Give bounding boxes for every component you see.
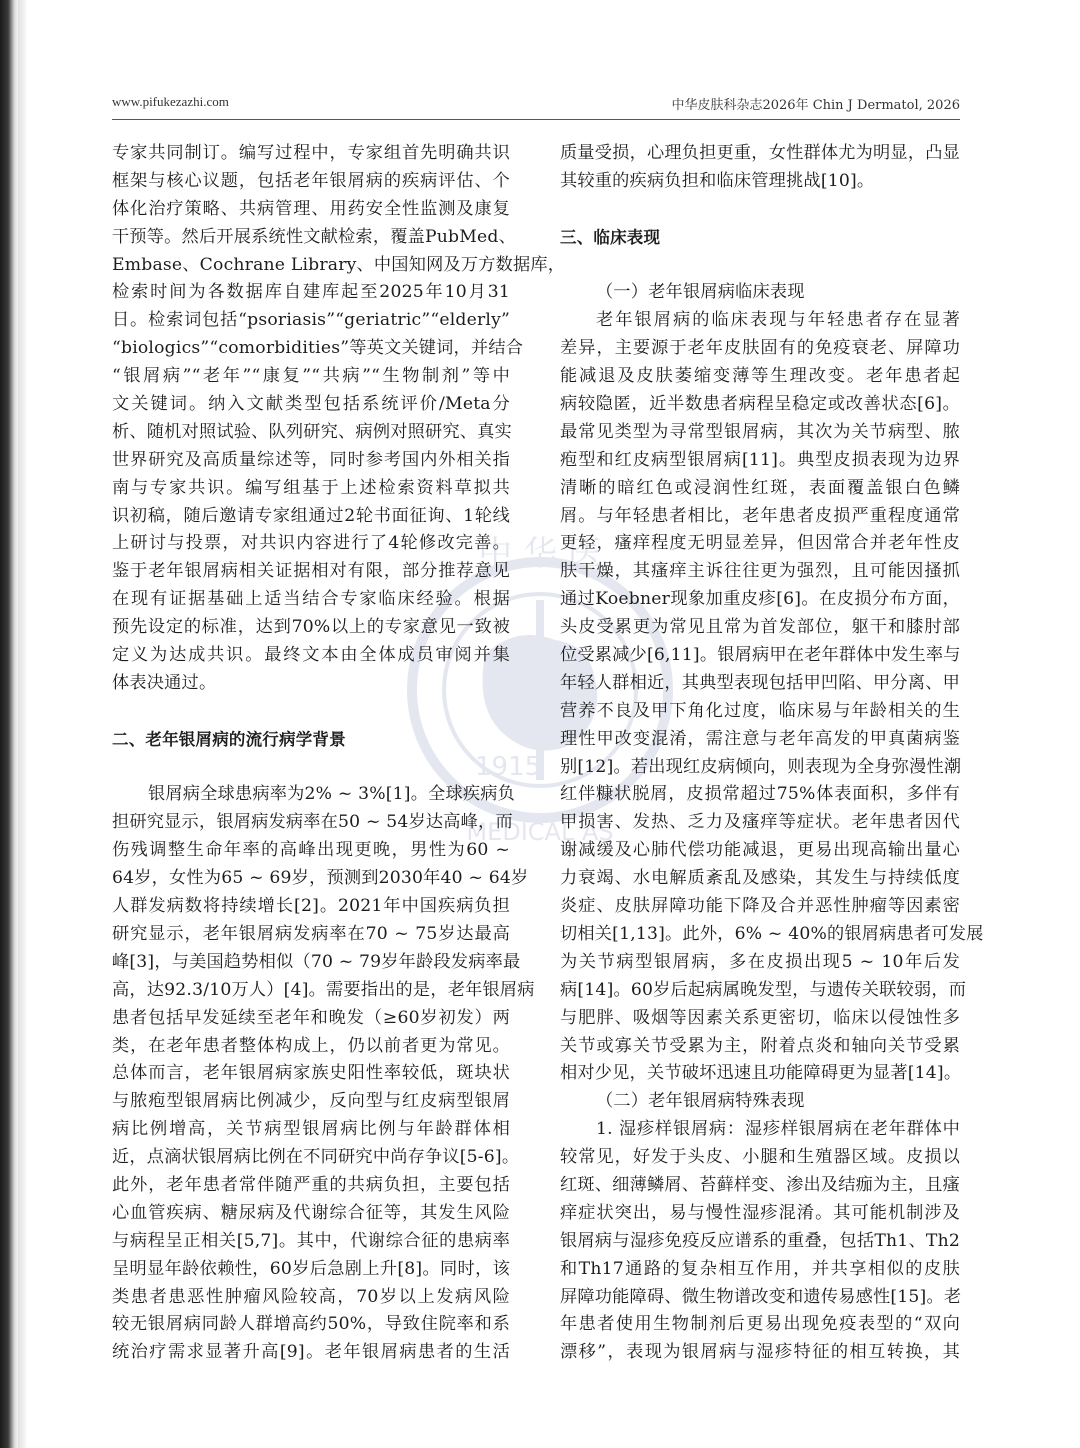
text-line: 较无银屑病同龄人群增高约50%，导致住院率和系 — [112, 1314, 510, 1335]
text-line: 理性甲改变混淆，需注意与老年高发的甲真菌病鉴 — [560, 728, 960, 749]
watermark-year: 1915 — [475, 752, 542, 782]
text-line: 清晰的暗红色或浸润性红斑，表面覆盖银白色鳞 — [560, 477, 960, 498]
text-line: 统治疗需求显著升高[9]。老年银屑病患者的生活 — [112, 1342, 510, 1363]
text-line: 切相关[1,13]。此外，6% ~ 40%的银屑病患者可发展 — [560, 923, 984, 944]
text-line: 日。检索词包括“psoriasis”“geriatric”“elderly” — [112, 310, 510, 331]
subheading-clinical-manifestations: （一）老年银屑病临床表现 — [596, 282, 805, 303]
text-line: 病较隐匿，近半数患者病程呈稳定或改善状态[6]。 — [560, 394, 960, 415]
watermark-top-text: 中 华 医 — [478, 534, 602, 574]
spacer — [560, 252, 960, 280]
text-line: 病比例增高，关节病型银屑病比例与年龄群体相 — [112, 1119, 510, 1140]
text-line: 屏障功能障碍、微生物谱改变和遗传易感性[15]。老 — [560, 1286, 962, 1307]
text-line: 64岁，女性为65 ~ 69岁，预测到2030年40 ~ 64岁 — [112, 868, 529, 889]
text-line: 专家共同制订。编写过程中，专家组首先明确共识 — [112, 143, 510, 163]
text-line: “biologics”“comorbidities”等英文关键词，并结合 — [112, 338, 524, 359]
text-line: 峰[3]，与美国趋势相似（70 ~ 79岁年龄段发病率最 — [112, 951, 521, 972]
spacer — [112, 698, 510, 726]
text-line: 其较重的疾病负担和临床管理挑战[10]。 — [560, 170, 875, 191]
section-heading-clinical: 三、临床表现 — [560, 227, 661, 247]
right-paragraph-2 — [560, 1116, 960, 1367]
text-line: 头皮受累更为常见且常为首发部位，躯干和膝肘部 — [560, 617, 960, 638]
text-line: 1. 湿疹样银屑病：湿疹样银屑病在老年群体中 — [596, 1119, 960, 1140]
text-line: 与脓疱型银屑病比例减少，反向型与红皮病型银屑 — [112, 1091, 510, 1112]
text-line: 相对少见，关节破坏迅速且功能障碍更为显著[14]。 — [560, 1063, 962, 1084]
text-line: 红伴糠状脱屑，皮损常超过75%体表面积，多伴有 — [560, 784, 960, 805]
text-line: 年患者使用生物制剂后更易出现免疫表型的“双向 — [560, 1314, 960, 1335]
text-line: 肤干燥，其瘙痒主诉往往更为强烈，且可能因搔抓 — [560, 561, 960, 582]
text-line: 近，点滴状银屑病比例在不同研究中尚存争议[5-6]。 — [112, 1147, 520, 1168]
text-line: 红斑、细薄鳞屑、苔藓样变、渗出及结痂为主，且瘙 — [560, 1174, 960, 1195]
text-line: 检索时间为各数据库自建库起至2025年10月31 — [112, 282, 510, 303]
text-line: 银屑病与湿疹免疫反应谱系的重叠，包括Th1、Th2 — [560, 1230, 960, 1251]
text-line: 在现有证据基础上适当结合专家临床经验。根据 — [112, 589, 510, 610]
header-rule — [112, 119, 960, 120]
text-line: 世界研究及高质量综述等，同时参考国内外相关指 — [112, 449, 510, 470]
text-line: 预先设定的标准，达到70%以上的专家意见一致被 — [112, 617, 510, 638]
text-line: 定义为达成共识。最终文本由全体成员审阅并集 — [112, 645, 510, 666]
text-line: 高，达92.3/10万人）[4]。需要指出的是，老年银屑病 — [112, 979, 535, 1000]
text-line: 力衰竭、水电解质紊乱及感染，其发生与持续低度 — [560, 868, 960, 889]
text-line: “银屑病”“老年”“康复”“共病”“生物制剂”等中 — [112, 366, 510, 387]
text-line: 年轻人群相近，其典型表现包括甲凹陷、甲分离、甲 — [560, 672, 960, 693]
text-line: 南与专家共识。编写组基于上述检索资料草拟共 — [112, 477, 510, 498]
spacer — [560, 196, 960, 224]
right-column — [560, 140, 984, 1367]
text-line: 干预等。然后开展系统性文献检索，覆盖PubMed、 — [112, 226, 516, 247]
text-line: 此外，老年患者常伴随严重的共病负担，主要包括 — [112, 1174, 510, 1195]
text-line: 能减退及皮肤萎缩变薄等生理改变。老年患者起 — [560, 366, 960, 387]
text-line: 较常见，好发于头皮、小腿和生殖器区域。皮损以 — [560, 1147, 960, 1168]
text-line: 银屑病全球患病率为2% ~ 3%[1]。全球疾病负 — [148, 784, 516, 805]
text-line: 通过Koebner现象加重皮疹[6]。在皮损分布方面， — [560, 589, 960, 610]
text-line: 甲损害、发热、乏力及瘙痒等症状。老年患者因代 — [560, 812, 960, 833]
text-line: 漂移”，表现为银屑病与湿疹特征的相互转换，其 — [560, 1342, 960, 1363]
text-line: 类，在老年患者整体构成上，仍以前者更为常见。 — [112, 1035, 510, 1056]
text-line: 人群发病数将持续增长[2]。2021年中国疾病负担 — [112, 896, 510, 917]
text-line: 研究显示，老年银屑病发病率在70 ~ 75岁达最高 — [112, 923, 510, 944]
text-line: 和Th17通路的复杂相互作用，并共享相似的皮肤 — [560, 1258, 960, 1279]
right-paragraph-1 — [560, 307, 984, 1088]
text-line: 上研讨与投票，对共识内容进行了4轮修改完善。 — [112, 533, 510, 554]
text-line: 质量受损，心理负担更重，女性群体尤为明显，凸显 — [560, 143, 960, 163]
text-line: 别[12]。若出现红皮病倾向，则表现为全身弥漫性潮 — [560, 756, 962, 777]
text-line: 位受累减少[6,11]。银屑病甲在老年群体中发生率与 — [560, 645, 961, 666]
text-line: 为关节病型银屑病，多在皮损出现5 ~ 10年后发 — [560, 951, 960, 972]
text-line: 呈明显年龄依赖性，60岁后急剧上升[8]。同时，该 — [112, 1258, 510, 1279]
device-bezel — [0, 0, 18, 1448]
journal-url: www.pifukezazhi.com — [112, 94, 229, 109]
journal-title: 中华皮肤科杂志2026年 Chin J Dermatol, 2026 — [671, 98, 960, 113]
text-line: 屑。与年轻患者相比，老年患者皮损严重程度通常 — [560, 505, 960, 526]
text-line: 担研究显示，银屑病发病率在50 ~ 54岁达高峰，而 — [112, 812, 513, 833]
page-edge-shadow — [18, 0, 28, 1448]
left-paragraph-2 — [112, 781, 535, 1367]
text-line: 体化治疗策略、共病管理、用药安全性监测及康复 — [112, 198, 510, 219]
text-line: 鉴于老年银屑病相关证据相对有限，部分推荐意见 — [112, 561, 510, 582]
section-heading-epidemiology: 二、老年银屑病的流行病学背景 — [112, 729, 346, 749]
text-line: 伤残调整生命年率的高峰出现更晚，男性为60 ~ — [112, 840, 510, 861]
text-line: 析、随机对照试验、队列研究、病例对照研究、真实 — [112, 421, 512, 442]
subheading-special-manifestations: （二）老年银屑病特殊表现 — [596, 1091, 805, 1112]
text-line: 关节或寡关节受累为主，附着点炎和轴向关节受累 — [560, 1035, 960, 1056]
watermark-bottom-text: MEDICAL AS — [466, 818, 614, 846]
text-line: 谢减缓及心肺代偿功能减退，更易出现高输出量心 — [560, 840, 960, 861]
right-paragraph-0 — [560, 140, 960, 196]
text-line: 框架与核心议题，包括老年银屑病的疾病评估、个 — [112, 170, 510, 191]
spacer — [112, 754, 510, 782]
text-line: 文关键词。纳入文献类型包括系统评价/Meta分 — [112, 394, 510, 415]
text-line: 识初稿，随后邀请专家组通过2轮书面征询、1轮线 — [112, 505, 510, 526]
text-line: 与病程呈正相关[5,7]。其中，代谢综合征的患病率 — [112, 1230, 510, 1251]
text-line: 体表决通过。 — [112, 672, 217, 693]
text-line: 老年银屑病的临床表现与年轻患者存在显著 — [596, 310, 960, 331]
text-line: 营养不良及甲下角化过度，临床易与年龄相关的生 — [560, 700, 960, 721]
text-line: 心血管疾病、糖尿病及代谢综合征等，其发生风险 — [112, 1202, 510, 1223]
text-line: Embase、Cochrane Library、中国知网及万方数据库， — [112, 254, 566, 275]
text-line: 更轻，瘙痒程度无明显差异，但因常合并老年性皮 — [560, 533, 960, 554]
text-line: 炎症、皮肤屏障功能下降及合并恶性肿瘤等因素密 — [560, 896, 960, 917]
text-line: 类患者患恶性肿瘤风险较高，70岁以上发病风险 — [112, 1286, 510, 1307]
page-header — [112, 92, 960, 114]
text-line: 病[14]。60岁后起病属晚发型，与遗传关联较弱，而 — [560, 979, 967, 1000]
text-line: 差异，主要源于老年皮肤固有的免疫衰老、屏障功 — [560, 338, 960, 359]
text-line: 总体而言，老年银屑病家族史阳性率较低，斑块状 — [112, 1063, 510, 1084]
text-line: 疱型和红皮病型银屑病[11]。典型皮损表现为边界 — [560, 449, 960, 470]
text-line: 患者包括早发延续至老年和晚发（≥60岁初发）两 — [112, 1007, 510, 1028]
text-line: 最常见类型为寻常型银屑病，其次为关节病型、脓 — [560, 421, 960, 442]
text-line: 痒症状突出，易与慢性湿疹混淆。其可能机制涉及 — [560, 1202, 960, 1223]
text-line: 与肥胖、吸烟等因素关系更密切，临床以侵蚀性多 — [560, 1007, 960, 1028]
